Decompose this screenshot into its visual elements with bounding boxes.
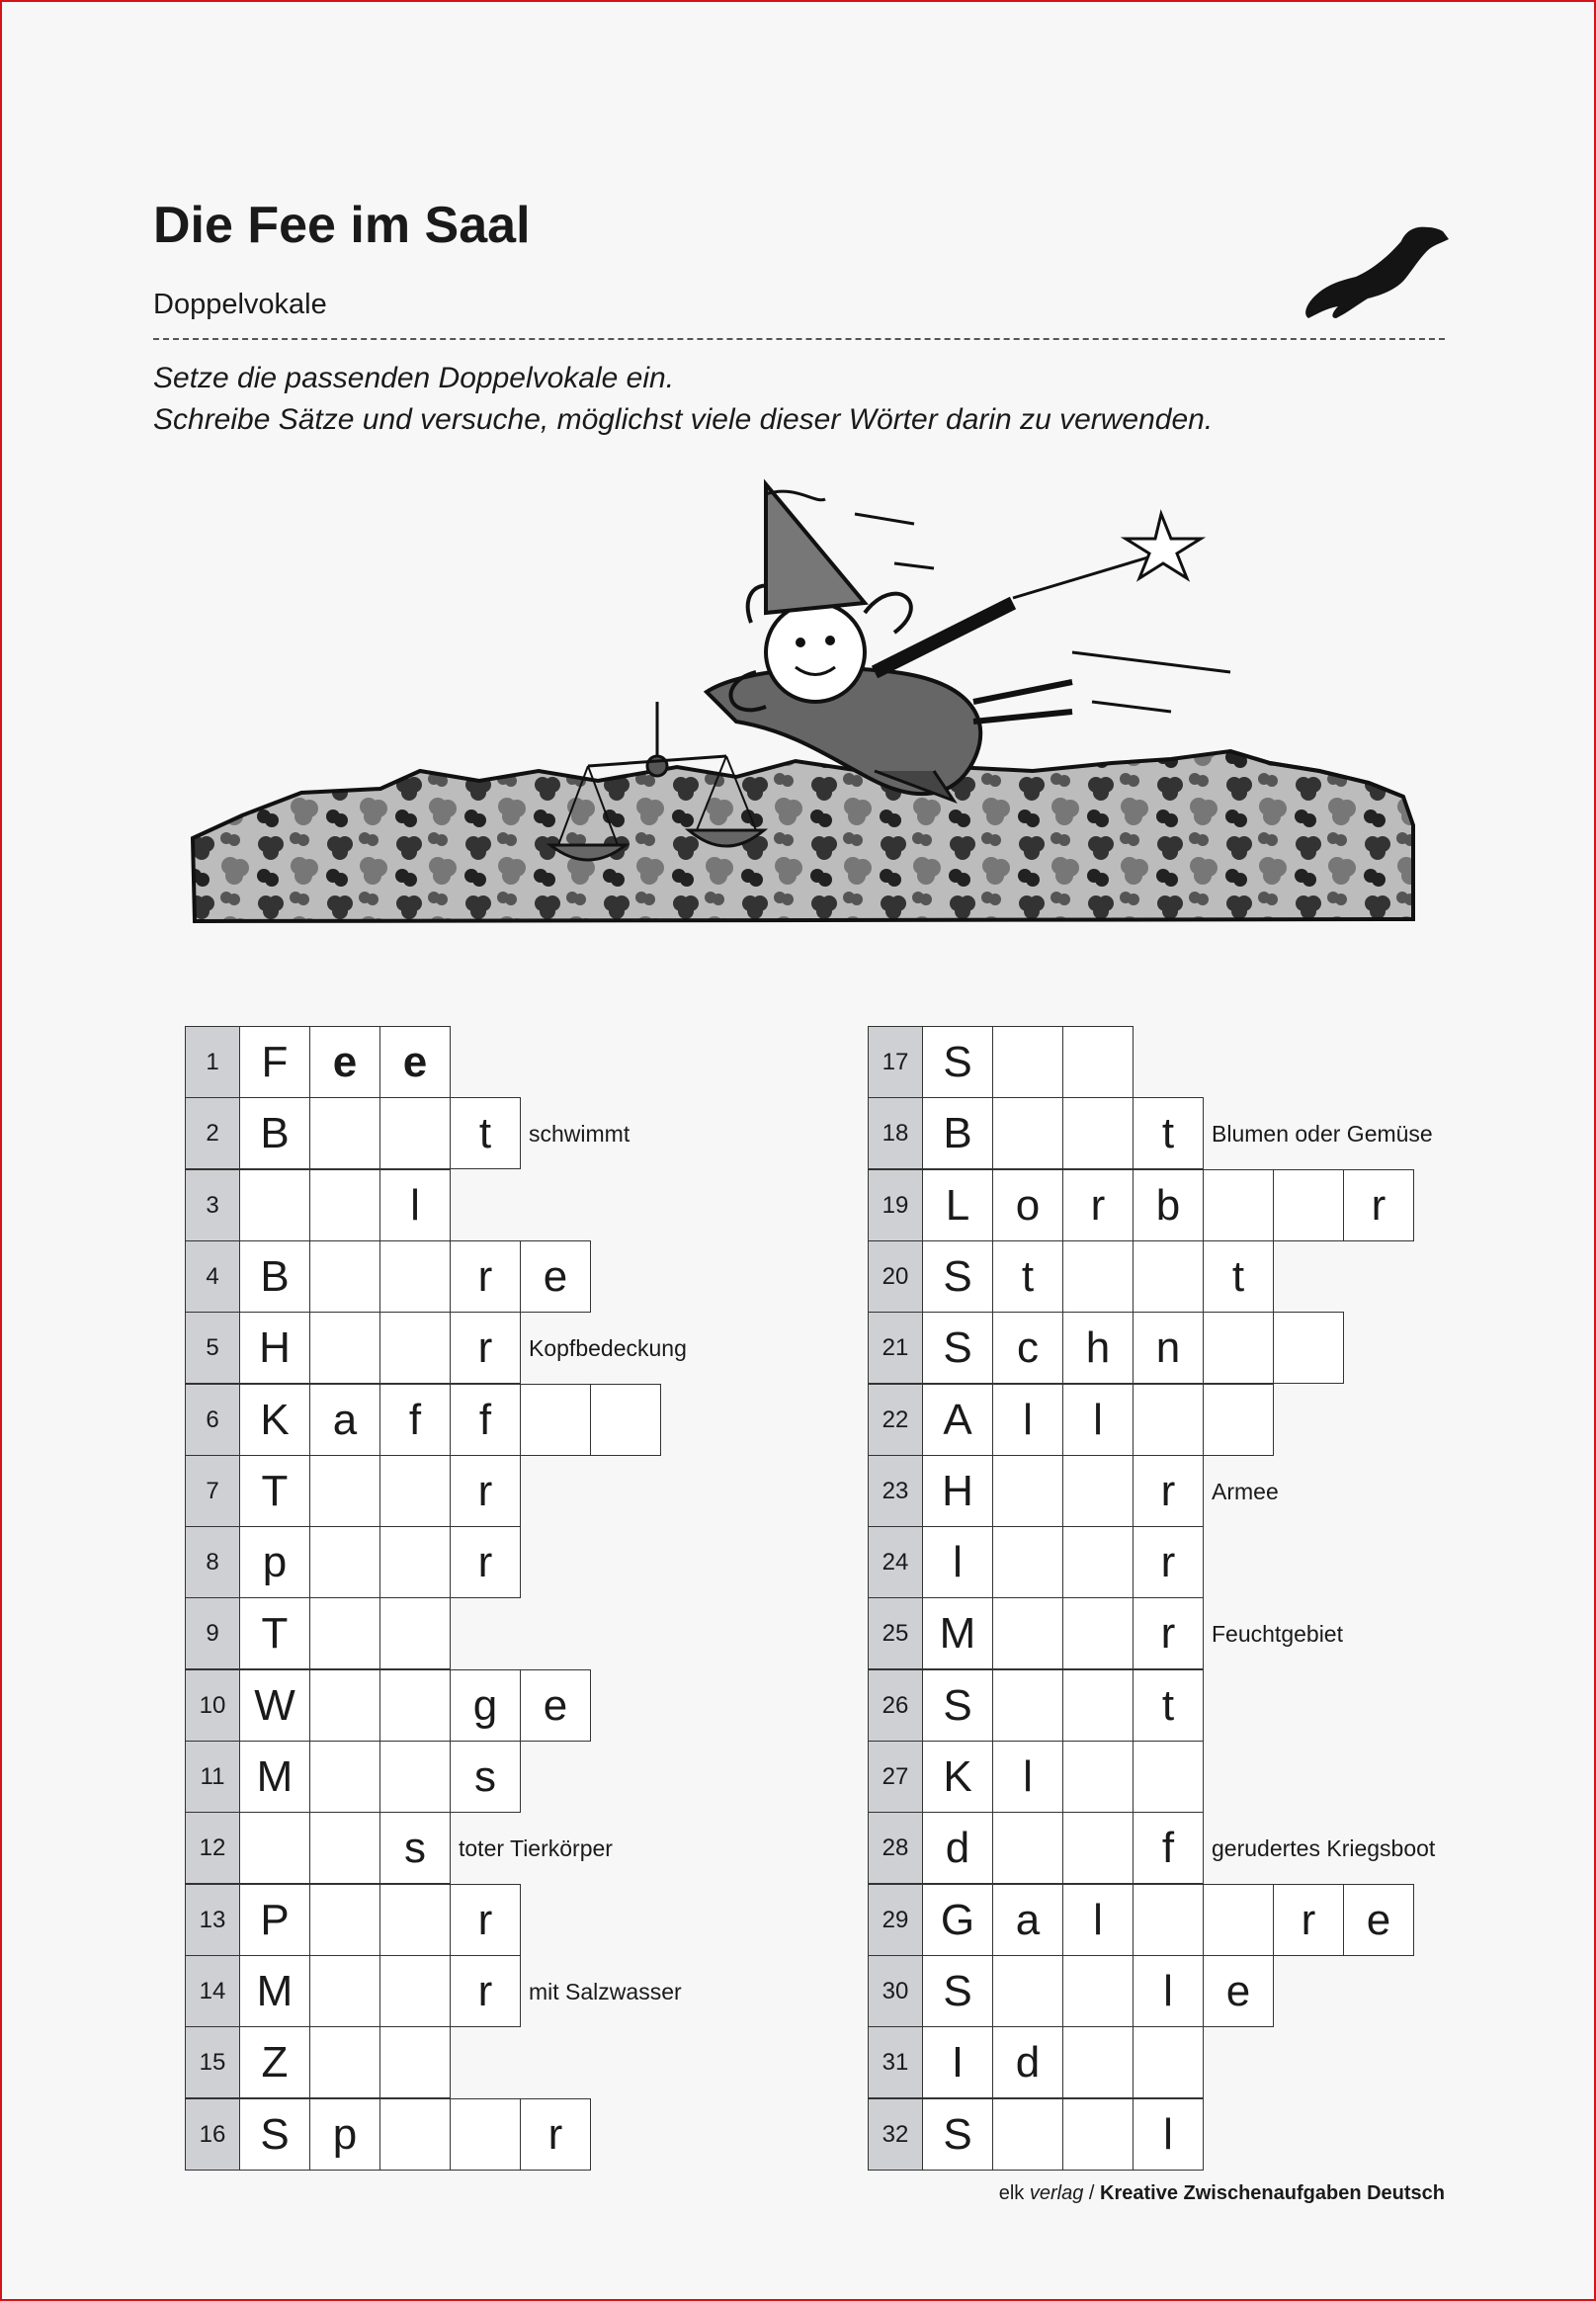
letter-cell[interactable]: l: [1133, 1955, 1204, 2027]
page-title: Die Fee im Saal: [153, 197, 531, 254]
row-number: 16: [185, 2098, 240, 2171]
letter-cell[interactable]: S: [922, 2098, 993, 2171]
letter-cell[interactable]: [309, 1240, 380, 1313]
clue-text: schwimmt: [529, 1121, 630, 1147]
letter-cell[interactable]: [379, 1597, 451, 1669]
row-number: 10: [185, 1669, 240, 1742]
instruction-line-1: Setze die passenden Doppelvokale ein.: [153, 362, 675, 394]
letter-cell[interactable]: [309, 1169, 380, 1241]
publisher-name: elk: [998, 2182, 1025, 2204]
letter-cell[interactable]: [309, 1812, 380, 1884]
letter-cell[interactable]: [309, 2026, 380, 2098]
letter-cell[interactable]: [309, 1669, 380, 1742]
letter-cell[interactable]: p: [309, 2098, 380, 2171]
letter-cell[interactable]: [1062, 1741, 1134, 1813]
letter-cell[interactable]: Z: [239, 2026, 310, 2098]
letter-cell[interactable]: [1062, 1955, 1134, 2027]
letter-cell[interactable]: [1203, 1884, 1274, 1956]
letter-cell[interactable]: [1062, 2098, 1134, 2171]
page-subtitle: Doppelvokale: [153, 289, 327, 320]
letter-cell[interactable]: [992, 1026, 1063, 1098]
letter-cell[interactable]: t: [1133, 1097, 1204, 1169]
letter-cell[interactable]: d: [992, 2026, 1063, 2098]
letter-cell[interactable]: r: [450, 1884, 521, 1956]
row-number: 5: [185, 1312, 240, 1384]
letter-cell[interactable]: r: [1133, 1597, 1204, 1669]
letter-cell[interactable]: a: [309, 1384, 380, 1456]
letter-cell[interactable]: l: [1062, 1384, 1134, 1456]
letter-cell[interactable]: [992, 2098, 1063, 2171]
letter-cell[interactable]: r: [450, 1955, 521, 2027]
letter-cell[interactable]: f: [379, 1384, 451, 1456]
letter-cell[interactable]: I: [922, 2026, 993, 2098]
row-number: 17: [868, 1026, 923, 1098]
letter-cell[interactable]: s: [450, 1741, 521, 1813]
row-number: 3: [185, 1169, 240, 1241]
letter-cell[interactable]: [379, 2098, 451, 2171]
letter-cell[interactable]: [1273, 1312, 1344, 1384]
clue-text: Feuchtgebiet: [1212, 1621, 1343, 1647]
letter-cell[interactable]: l: [1062, 1884, 1134, 1956]
letter-cell[interactable]: [1133, 1884, 1204, 1956]
row-number: 9: [185, 1597, 240, 1669]
letter-cell[interactable]: [1133, 2026, 1204, 2098]
row-number: 6: [185, 1384, 240, 1456]
letter-cell[interactable]: f: [1133, 1812, 1204, 1884]
letter-cell[interactable]: [1133, 1741, 1204, 1813]
row-number: 32: [868, 2098, 923, 2171]
letter-cell[interactable]: l: [379, 1169, 451, 1241]
letter-cell[interactable]: l: [1133, 2098, 1204, 2171]
letter-cell[interactable]: [379, 1741, 451, 1813]
letter-cell[interactable]: [590, 1384, 661, 1456]
letter-cell[interactable]: K: [239, 1384, 310, 1456]
letter-cell[interactable]: [239, 1169, 310, 1241]
letter-cell[interactable]: [309, 1955, 380, 2027]
divider: [153, 338, 1445, 340]
letter-cell[interactable]: M: [239, 1741, 310, 1813]
letter-cell[interactable]: [1062, 1669, 1134, 1742]
clue-text: toter Tierkörper: [459, 1835, 613, 1861]
letter-cell[interactable]: [1203, 1312, 1274, 1384]
letter-cell[interactable]: e: [520, 1669, 591, 1742]
row-number: 14: [185, 1955, 240, 2027]
letter-cell[interactable]: l: [992, 1384, 1063, 1456]
letter-cell[interactable]: [992, 1812, 1063, 1884]
letter-cell[interactable]: L: [922, 1169, 993, 1241]
letter-cell[interactable]: r: [520, 2098, 591, 2171]
letter-cell[interactable]: f: [450, 1384, 521, 1456]
row-number: 18: [868, 1097, 923, 1169]
letter-cell[interactable]: [379, 1955, 451, 2027]
letter-cell[interactable]: [520, 1384, 591, 1456]
letter-cell[interactable]: F: [239, 1026, 310, 1098]
letter-cell[interactable]: [379, 1526, 451, 1598]
instruction-line-2: Schreibe Sätze und versuche, möglichst viele dieser Wörter darin zu verwenden.: [153, 403, 1214, 436]
letter-cell[interactable]: P: [239, 1884, 310, 1956]
letter-cell[interactable]: r: [1273, 1884, 1344, 1956]
letter-cell[interactable]: [239, 1812, 310, 1884]
letter-cell[interactable]: [309, 1097, 380, 1169]
letter-cell[interactable]: [379, 1884, 451, 1956]
letter-cell[interactable]: s: [379, 1812, 451, 1884]
letter-cell[interactable]: [1062, 1240, 1134, 1313]
letter-cell[interactable]: B: [922, 1097, 993, 1169]
eagle-icon: [1295, 219, 1453, 323]
letter-cell[interactable]: W: [239, 1669, 310, 1742]
letter-cell[interactable]: [1133, 1384, 1204, 1456]
letter-cell[interactable]: t: [1133, 1669, 1204, 1742]
letter-cell[interactable]: S: [922, 1955, 993, 2027]
row-number: 29: [868, 1884, 923, 1956]
row-number: 25: [868, 1597, 923, 1669]
row-number: 22: [868, 1384, 923, 1456]
letter-cell[interactable]: [309, 1884, 380, 1956]
row-number: 24: [868, 1526, 923, 1598]
row-number: 1: [185, 1026, 240, 1098]
letter-cell[interactable]: d: [922, 1812, 993, 1884]
letter-cell[interactable]: e: [1203, 1955, 1274, 2027]
letter-cell[interactable]: [992, 1669, 1063, 1742]
letter-cell[interactable]: [379, 1455, 451, 1527]
letter-cell[interactable]: A: [922, 1384, 993, 1456]
letter-cell[interactable]: [379, 1312, 451, 1384]
letter-cell[interactable]: r: [1343, 1169, 1414, 1241]
publisher-suffix: verlag: [1029, 2182, 1084, 2204]
row-number: 28: [868, 1812, 923, 1884]
letter-cell[interactable]: p: [239, 1526, 310, 1598]
letter-cell[interactable]: [1062, 1455, 1134, 1527]
row-number: 27: [868, 1741, 923, 1813]
row-number: 4: [185, 1240, 240, 1313]
letter-cell[interactable]: l: [992, 1741, 1063, 1813]
letter-cell[interactable]: [309, 1597, 380, 1669]
letter-cell[interactable]: e: [1343, 1884, 1414, 1956]
row-number: 12: [185, 1812, 240, 1884]
letter-cell[interactable]: t: [1203, 1240, 1274, 1313]
row-number: 2: [185, 1097, 240, 1169]
letter-cell[interactable]: [450, 2098, 521, 2171]
row-number: 31: [868, 2026, 923, 2098]
clue-text: gerudertes Kriegsboot: [1212, 1835, 1436, 1861]
letter-cell[interactable]: n: [1133, 1312, 1204, 1384]
letter-cell[interactable]: r: [1133, 1455, 1204, 1527]
letter-cell[interactable]: e: [379, 1026, 451, 1098]
letter-cell[interactable]: M: [239, 1955, 310, 2027]
letter-cell[interactable]: [1062, 1097, 1134, 1169]
letter-cell[interactable]: [1203, 1169, 1274, 1241]
letter-cell[interactable]: [309, 1312, 380, 1384]
letter-cell[interactable]: T: [239, 1455, 310, 1527]
letter-cell[interactable]: o: [992, 1169, 1063, 1241]
row-number: 20: [868, 1240, 923, 1313]
letter-cell[interactable]: [1062, 1812, 1134, 1884]
letter-cell[interactable]: g: [450, 1669, 521, 1742]
clue-text: mit Salzwasser: [529, 1979, 682, 2004]
letter-cell[interactable]: [309, 1526, 380, 1598]
row-number: 26: [868, 1669, 923, 1742]
letter-cell[interactable]: S: [922, 1312, 993, 1384]
letter-cell[interactable]: [992, 1097, 1063, 1169]
letter-cell[interactable]: G: [922, 1884, 993, 1956]
letter-cell[interactable]: B: [239, 1097, 310, 1169]
letter-cell[interactable]: t: [992, 1240, 1063, 1313]
letter-cell[interactable]: [379, 1669, 451, 1742]
letter-cell[interactable]: e: [309, 1026, 380, 1098]
letter-cell[interactable]: S: [922, 1240, 993, 1313]
letter-cell[interactable]: r: [450, 1240, 521, 1313]
letter-cell[interactable]: l: [922, 1526, 993, 1598]
letter-cell[interactable]: r: [450, 1526, 521, 1598]
clue-text: Armee: [1212, 1479, 1279, 1504]
letter-cell[interactable]: r: [450, 1455, 521, 1527]
letter-cell[interactable]: T: [239, 1597, 310, 1669]
letter-cell[interactable]: S: [239, 2098, 310, 2171]
letter-cell[interactable]: S: [922, 1026, 993, 1098]
letter-cell[interactable]: [309, 1741, 380, 1813]
letter-cell[interactable]: e: [520, 1240, 591, 1313]
letter-cell[interactable]: [1273, 1169, 1344, 1241]
row-number: 11: [185, 1741, 240, 1813]
row-number: 8: [185, 1526, 240, 1598]
clue-text: Kopfbedeckung: [529, 1335, 687, 1361]
letter-cell[interactable]: [1062, 1026, 1134, 1098]
letter-cell[interactable]: K: [922, 1741, 993, 1813]
letter-cell[interactable]: B: [239, 1240, 310, 1313]
clue-text: Blumen oder Gemüse: [1212, 1121, 1433, 1147]
letter-cell[interactable]: [992, 1455, 1063, 1527]
footer-credit: [999, 2182, 1445, 2205]
letter-cell[interactable]: M: [922, 1597, 993, 1669]
row-number: 19: [868, 1169, 923, 1241]
letter-cell[interactable]: c: [992, 1312, 1063, 1384]
letter-cell[interactable]: [1062, 2026, 1134, 2098]
row-number: 7: [185, 1455, 240, 1527]
letter-cell[interactable]: [309, 1455, 380, 1527]
letter-cell[interactable]: r: [450, 1312, 521, 1384]
letter-cell[interactable]: [379, 1097, 451, 1169]
fairy-illustration: [183, 474, 1428, 929]
letter-cell[interactable]: t: [450, 1097, 521, 1169]
letter-cell[interactable]: [992, 1597, 1063, 1669]
series-title: Kreative Zwischenaufgaben Deutsch: [1100, 2182, 1445, 2204]
letter-cell[interactable]: h: [1062, 1312, 1134, 1384]
row-number: 23: [868, 1455, 923, 1527]
letter-cell[interactable]: H: [922, 1455, 993, 1527]
row-number: 21: [868, 1312, 923, 1384]
letter-cell[interactable]: [379, 2026, 451, 2098]
letter-cell[interactable]: H: [239, 1312, 310, 1384]
row-number: 30: [868, 1955, 923, 2027]
letter-cell[interactable]: r: [1133, 1526, 1204, 1598]
letter-cell[interactable]: b: [1133, 1169, 1204, 1241]
letter-cell[interactable]: [1203, 1384, 1274, 1456]
letter-cell[interactable]: a: [992, 1884, 1063, 1956]
letter-cell[interactable]: r: [1062, 1169, 1134, 1241]
footer-separator: /: [1088, 2182, 1101, 2204]
letter-cell[interactable]: [1133, 1240, 1204, 1313]
letter-cell[interactable]: [992, 1955, 1063, 2027]
row-number: 13: [185, 1884, 240, 1956]
letter-cell[interactable]: S: [922, 1669, 993, 1742]
row-number: 15: [185, 2026, 240, 2098]
letter-cell[interactable]: [992, 1526, 1063, 1598]
letter-cell[interactable]: [1062, 1526, 1134, 1598]
letter-cell[interactable]: [379, 1240, 451, 1313]
letter-cell[interactable]: [1062, 1597, 1134, 1669]
